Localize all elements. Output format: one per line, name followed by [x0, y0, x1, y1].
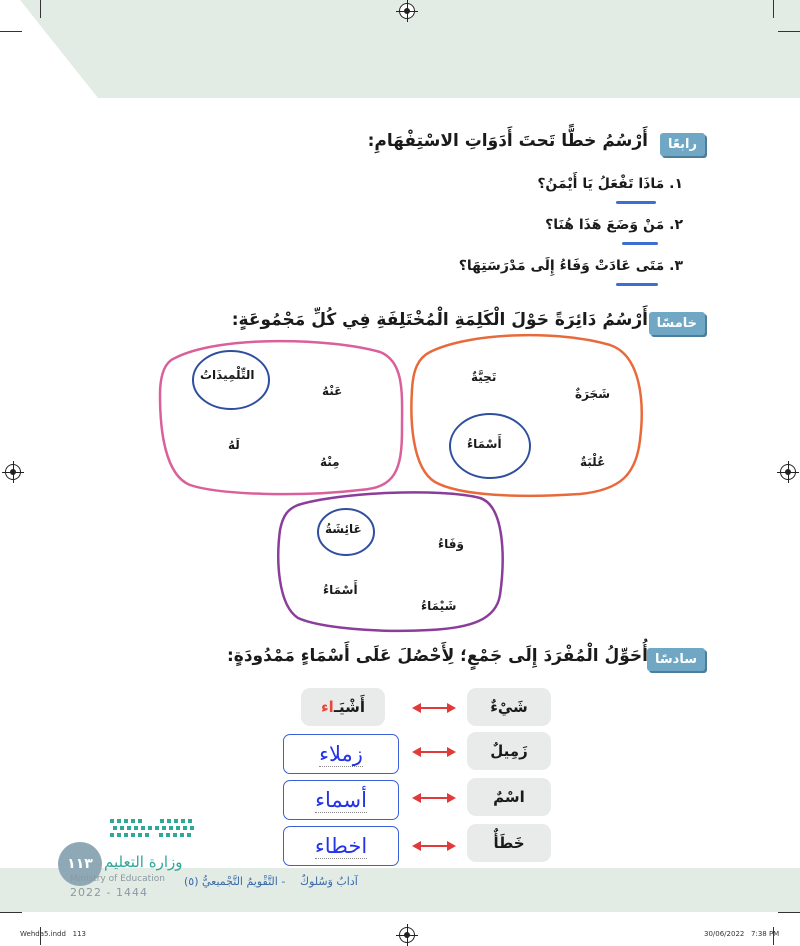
group-border-purple — [278, 492, 502, 630]
answer-field[interactable] — [283, 780, 399, 820]
word: عُلْبَةٌ — [580, 455, 606, 469]
answer-field[interactable] — [283, 826, 399, 866]
double-arrow-icon — [412, 744, 456, 758]
page-number: ١١٣ — [67, 856, 93, 872]
word: عَنْهُ — [322, 384, 343, 398]
section-instruction: أَرْسُمُ خطًّا تَحتَ أَدَوَاتِ الاسْتِفْهَامِ: — [367, 131, 648, 151]
word-circled: عَائِشَةُ — [325, 522, 362, 536]
question-line: ٢. مَنْ وَضَعَ هَذَا هُنَا؟ — [545, 217, 683, 233]
course-title: آدابٌ وَسُلوكٌ — [300, 875, 358, 888]
answer-text: اخطاء — [314, 833, 368, 858]
ministry-name-ar: وزارة التعليم — [104, 853, 183, 871]
section-badge: سادسًا — [647, 648, 705, 671]
double-arrow-icon — [412, 700, 456, 714]
answer-text: أسماء — [315, 787, 367, 812]
word: لَهُ — [228, 438, 240, 452]
question-line: ٣. مَتَى عَادَتْ وَفَاءُ إِلَى مَدْرَسَتِهَا؟ — [458, 258, 683, 274]
example-plural-stem: أَشْيَـ — [333, 698, 365, 716]
section-instruction: أَرْسُمُ دَائِرَةً حَوْلَ الْكَلِمَةِ الْمُخْتَلِفَةِ فِي كُلِّ مَجْمُوعَةٍ: — [231, 310, 648, 330]
word: شَجَرَةٌ — [575, 387, 610, 401]
answer-field[interactable] — [283, 734, 399, 774]
group-border-pink — [160, 341, 402, 494]
group-border-orange — [411, 335, 641, 496]
word: مِنْهُ — [320, 455, 340, 469]
answer-text: زملاء — [319, 741, 363, 766]
ministry-logo-icon — [108, 815, 200, 845]
double-arrow-icon — [412, 790, 456, 804]
question-line: ١. مَاذَا تَفْعَلُ يَا أَيْمَنُ؟ — [537, 176, 683, 192]
singular-word-box: زَمِيلٌ — [467, 732, 551, 770]
word-circled: التِّلْمِيذَاتُ — [200, 368, 255, 382]
section-badge: خامسًا — [649, 312, 705, 335]
section-badge: رابعًا — [660, 133, 705, 156]
unit-title: - التَّقْويمُ التَّجْميعيُّ (٥) — [184, 875, 286, 888]
section-instruction: أُحَوِّلُ الْمُفْرَدَ إِلَى جَمْعٍ؛ لِأَحْصُلَ عَلَى أَسْمَاءٍ مَمْدُودَةٍ: — [227, 646, 648, 666]
word-circled: أَسْمَاءُ — [467, 437, 502, 451]
singular-word-box: شَيْءٌ — [467, 688, 551, 726]
date-slug: 30/06/2022 7:38 PM — [704, 930, 780, 938]
year-label: 2022 - 1444 — [70, 886, 148, 899]
file-slug: Wehda5.indd 113 — [20, 930, 86, 938]
double-arrow-icon — [412, 838, 456, 852]
example-plural-box — [301, 688, 385, 726]
ministry-name-en: Ministry of Education — [70, 874, 165, 884]
word: أَسْمَاءُ — [323, 583, 358, 597]
word: شَيْمَاءُ — [421, 599, 457, 613]
word: وَفَاءُ — [438, 537, 464, 551]
word: تَحِيَّةٌ — [471, 370, 497, 384]
example-plural-suffix: اء — [321, 698, 334, 716]
singular-word-box: خَطَأٌ — [467, 824, 551, 862]
singular-word-box: اسْمٌ — [467, 778, 551, 816]
